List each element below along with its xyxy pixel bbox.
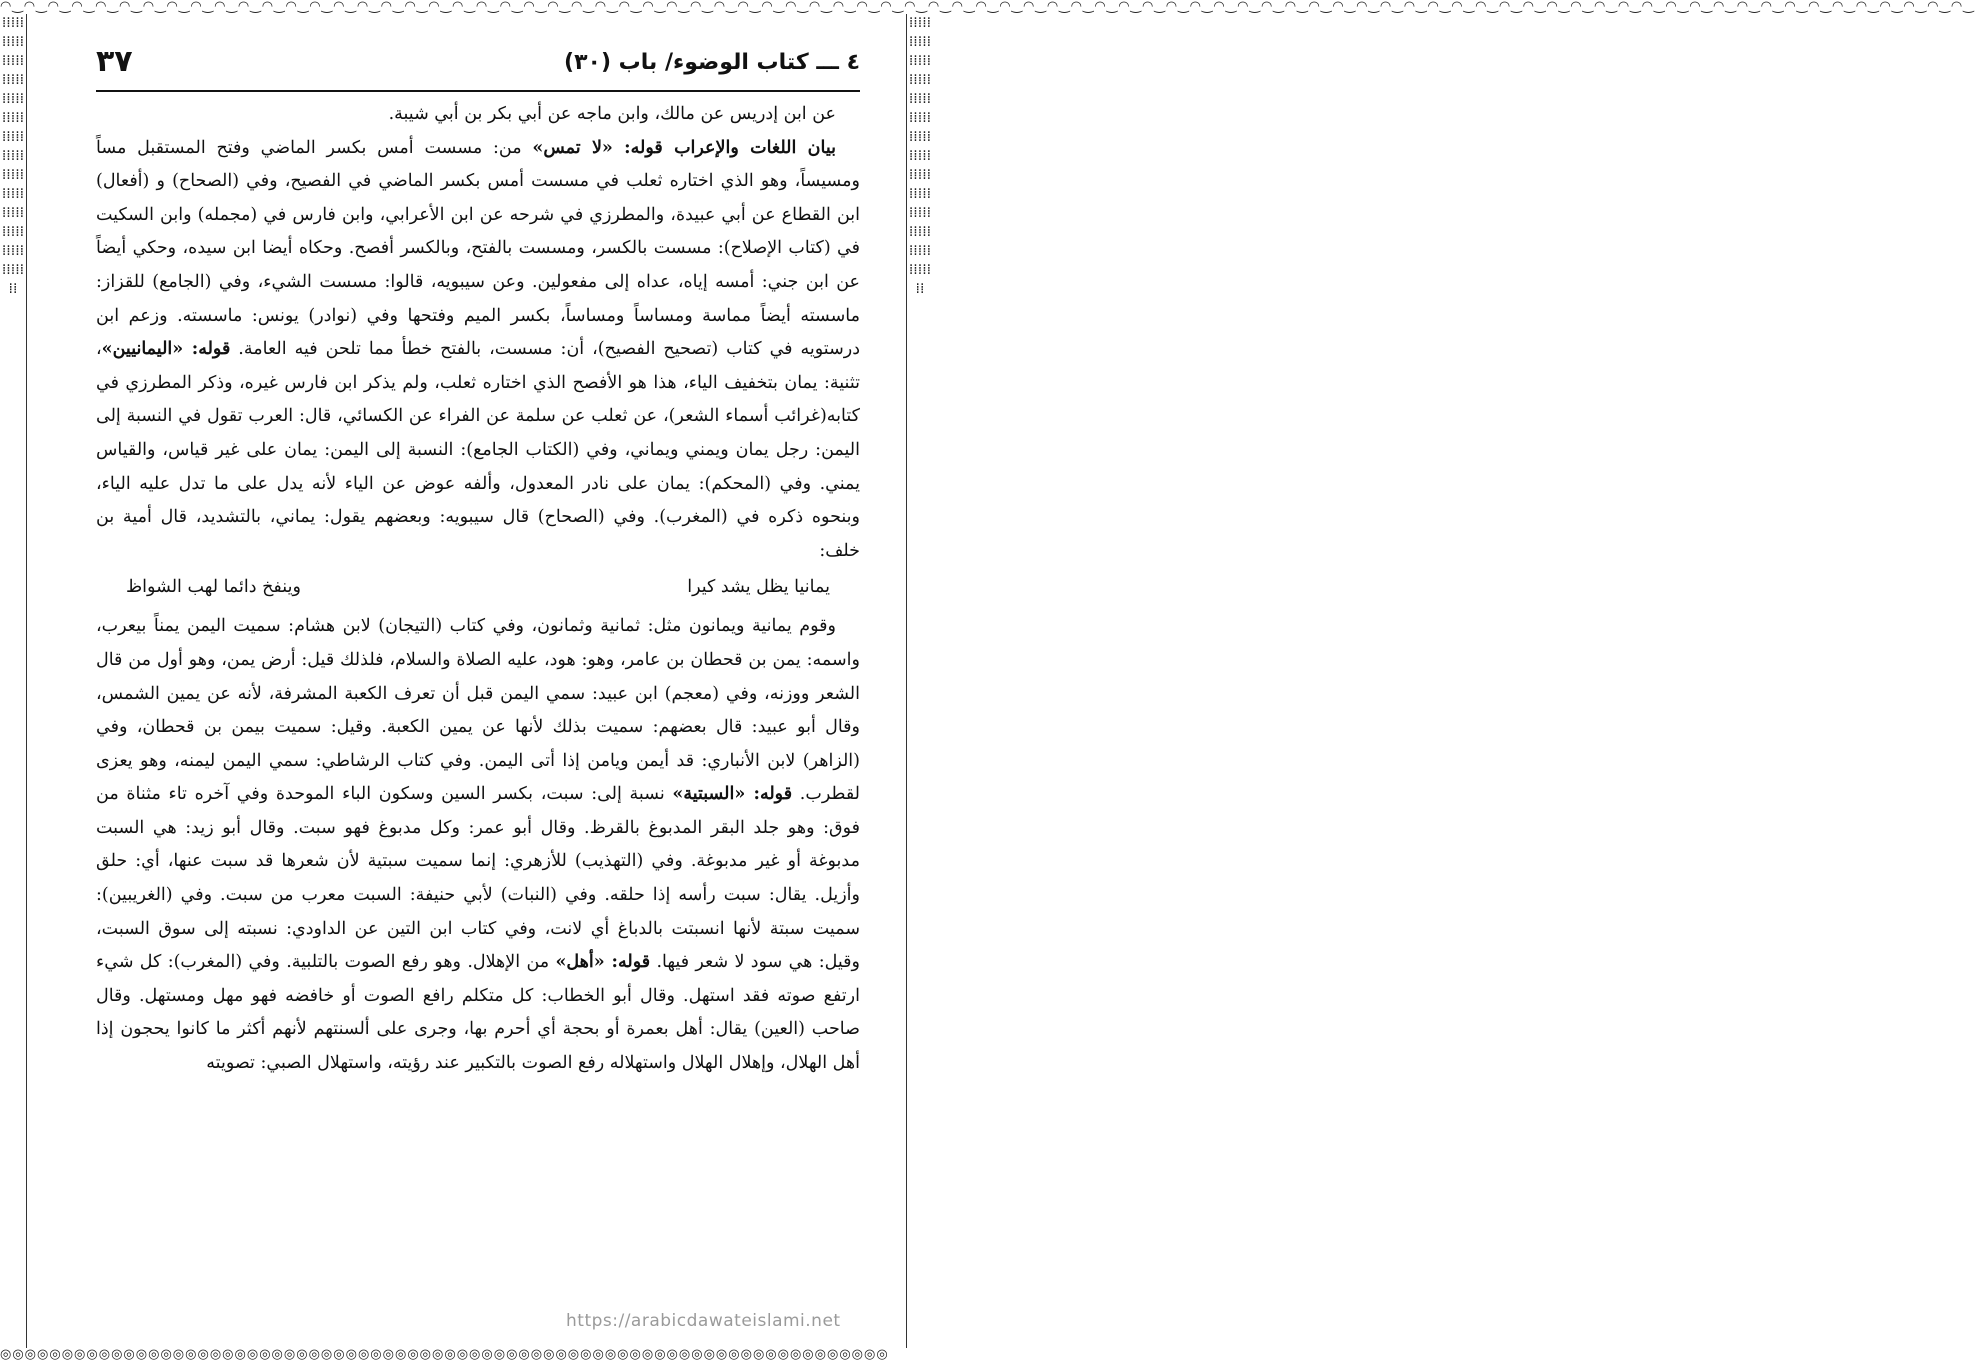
verse-first-hemistich: يمانيا يظل يشد كيرا [687, 577, 830, 598]
ornamental-border-left: ⁞⁞⁞⁞⁞⁞⁞⁞⁞⁞⁞⁞⁞⁞⁞⁞⁞⁞⁞⁞⁞⁞⁞⁞⁞⁞⁞⁞⁞⁞⁞⁞⁞⁞⁞⁞⁞⁞⁞⁞⁞⁞⁞⁞⁞⁞⁞⁞⁞⁞⁞⁞⁞⁞⁞⁞⁞⁞⁞⁞⁞⁞⁞⁞⁞⁞⁞⁞⁞⁞⁞⁞ [0, 14, 27, 1348]
section-heading: بيان اللغات والإعراب قوله: «لا تمس» [532, 137, 836, 158]
term-label: قوله: «السبتية» [672, 784, 793, 805]
paragraph-text: نسبة إلى: سبت، بكسر السين وسكون الباء الموحدة وفي آخره تاء مثناة من فوق: وهو جلد البقر المدبوغ بالقرظ. وقال أبو عمر: وكل مدبوغ فهو سبت. وقال أبو زيد: هي السبت مدبوغة أو غير مدبوغة. وفي (التهذيب) للأزهري: إنما سميت سبتية لأن شعرها قد سبت عنها، أي: حلق وأزيل. يقال: سبت رأسه إذا حلقه. وفي (النبات) لأبي حنيفة: السبت معرب من سبت. وفي (الغريبين): سميت سبتة لأنها انسبتت بالدباغ أي لانت، وفي كتاب ابن التين عن الداودي: نسبته إلى سوق السبت، وقيل: هي سود لا شعر فيها. [96, 784, 860, 973]
term-label: قوله: «أهل» [555, 952, 651, 973]
ornamental-border-right: ⁞⁞⁞⁞⁞⁞⁞⁞⁞⁞⁞⁞⁞⁞⁞⁞⁞⁞⁞⁞⁞⁞⁞⁞⁞⁞⁞⁞⁞⁞⁞⁞⁞⁞⁞⁞⁞⁞⁞⁞⁞⁞⁞⁞⁞⁞⁞⁞⁞⁞⁞⁞⁞⁞⁞⁞⁞⁞⁞⁞⁞⁞⁞⁞⁞⁞⁞⁞⁞⁞⁞⁞ [906, 14, 933, 1348]
page-body [96, 98, 860, 1081]
ornamental-border-bottom: ◎◎◎◎◎◎◎◎◎◎◎◎◎◎◎◎◎◎◎◎◎◎◎◎◎◎◎◎◎◎◎◎◎◎◎◎◎◎◎◎◎◎◎◎◎◎◎◎◎◎◎◎◎◎◎◎◎◎◎◎◎◎◎◎◎◎◎◎◎◎◎◎ [0, 1347, 889, 1362]
paragraph-text: وقوم يمانية ويمانون مثل: ثمانية وثمانون، وفي كتاب (التيجان) لابن هشام: سميت اليمن يمناً بيعرب، واسمه: يمن بن قحطان بن عامر، وهو: هود، عليه الصلاة والسلام، فلذلك قيل: أرض يمن، وهو أول من قال الشعر ووزنه، وفي (معجم) ابن عبيد: سمي اليمن قبل أن تعرف الكعبة المشرفة، لأنه عن يمين الشمس، وقال أبو عبيد: قال بعضهم: سميت بذلك لأنها عن يمين الكعبة. وقيل: سميت بيمن بن قحطان، وفي (الزاهر) لابن الأنباري: قد أيمن ويامن إذا أتى اليمن. وفي كتاب الرشاطي: سمي اليمن ليمنه، وهو يعزى لقطرب. [96, 616, 861, 805]
intro-line: عن ابن إدريس عن مالك، وابن ماجه عن أبي بكر بن أبي شيبة. [388, 104, 836, 124]
paragraph-text: من الإهلال. وهو رفع الصوت بالتلبية. وفي (المغرب): كل شيء ارتفع صوته فقد استهل. وقال أبو الخطاب: كل متكلم رافع الصوت أو خافضه فهو مهل ومستهل. وقال صاحب (العين) يقال: أهل بعمرة أو بحجة أي أحرم بها، وجرى على ألسنتهم لأنهم أكثر ما كانوا يحجون إذا أهل الهلال، وإهلال الهلال واستهلاله رفع الصوت بالتكبير عند رؤيته، واستهلال الصبي: تصويته [96, 952, 860, 1074]
poetry-verse [96, 568, 860, 610]
term-label: قوله: «اليمانيين» [101, 339, 231, 360]
ornamental-border-top: ◠‿◠‿◠‿◠‿◠‿◠‿◠‿◠‿◠‿◠‿◠‿◠‿◠‿◠‿◠‿◠‿◠‿◠‿◠‿◠‿◠‿◠‿◠‿◠‿◠‿◠‿◠‿◠‿◠‿◠‿◠‿◠‿◠‿◠‿◠‿◠‿◠‿◠‿◠‿◠‿◠‿◠‿◠‿◠‿◠‿◠‿◠‿◠‿◠‿◠‿◠‿◠‿◠‿◠‿◠‿◠‿◠‿◠‿◠‿◠‿◠‿◠‿◠‿◠‿◠‿◠‿◠‿◠‿◠‿◠‿◠‿◠‿◠‿◠‿◠‿◠‿◠‿◠‿◠‿◠‿◠‿◠‿◠‿ [0, 0, 1975, 14]
watermark-url: https://arabicdawateislami.net [566, 1311, 841, 1331]
page-header [96, 38, 860, 92]
paragraph-text: ، تثنية: يمان بتخفيف الياء، هذا هو الأفصح الذي اختاره ثعلب، ولم يذكر ابن فارس غيره، وذكر المطرزي في كتابه(غرائب أسماء الشعر)، عن ثعلب عن سلمة عن الفراء عن الكسائي، قال: العرب تقول في النسبة إلى اليمن: رجل يمان ويمني ويماني، وفي (الكتاب الجامع): النسبة إلى اليمن: يمان على غير قياس، والقياس يمني. وفي (المحكم): يمان على نادر المعدول، وألفه عوض عن الياء لأنه يدل على ما تدل عليه الياء، وبنحوه ذكره في (المغرب). وفي (الصحاح) قال سيبويه: وبعضهم يقول: يماني، بالتشديد، قال أمية بن خلف: [96, 339, 860, 561]
paragraph-lexicon-1 [96, 132, 860, 569]
paragraph-lexicon-2 [96, 610, 860, 1080]
running-title: ٤ ـــ كتاب الوضوء/ باب (٣٠) [564, 50, 860, 75]
paragraph-text: من: مسست أمس بكسر الماضي وفتح المستقبل مساً ومسيساً، وهو الذي اختاره ثعلب في مسست أمس بكسر الماضي في الفصيح، وفي (الصحاح) و (أفعال) ابن القطاع عن أبي عبيدة، والمطرزي في شرحه عن ابن الأعرابي، وابن فارس في (مجمله) وابن السكيت في (كتاب الإصلاح): مسست بالكسر، ومسست بالفتح، وبالكسر أفصح. وحكاه أيضا ابن سيده، وحكي أيضاً عن ابن جني: أمسه إياه، عداه إلى مفعولين. وعن سيبويه، قالوا: مسست الشيء، وفي (الجامع) للقزاز: ماسسته أيضاً مماسة ومساساً ومساساً، بكسر الميم وفتحها وفي (نوادر) يونس: ماسسته. وزعم ابن درستويه في كتاب (تصحيح الفصيح)، أن: مسست، بالفتح خطأ مما تلحن فيه العامة. [96, 137, 860, 360]
page-number: ٣٧ [96, 44, 133, 79]
verse-second-hemistich: وينفخ دائما لهب الشواظ [126, 577, 301, 598]
